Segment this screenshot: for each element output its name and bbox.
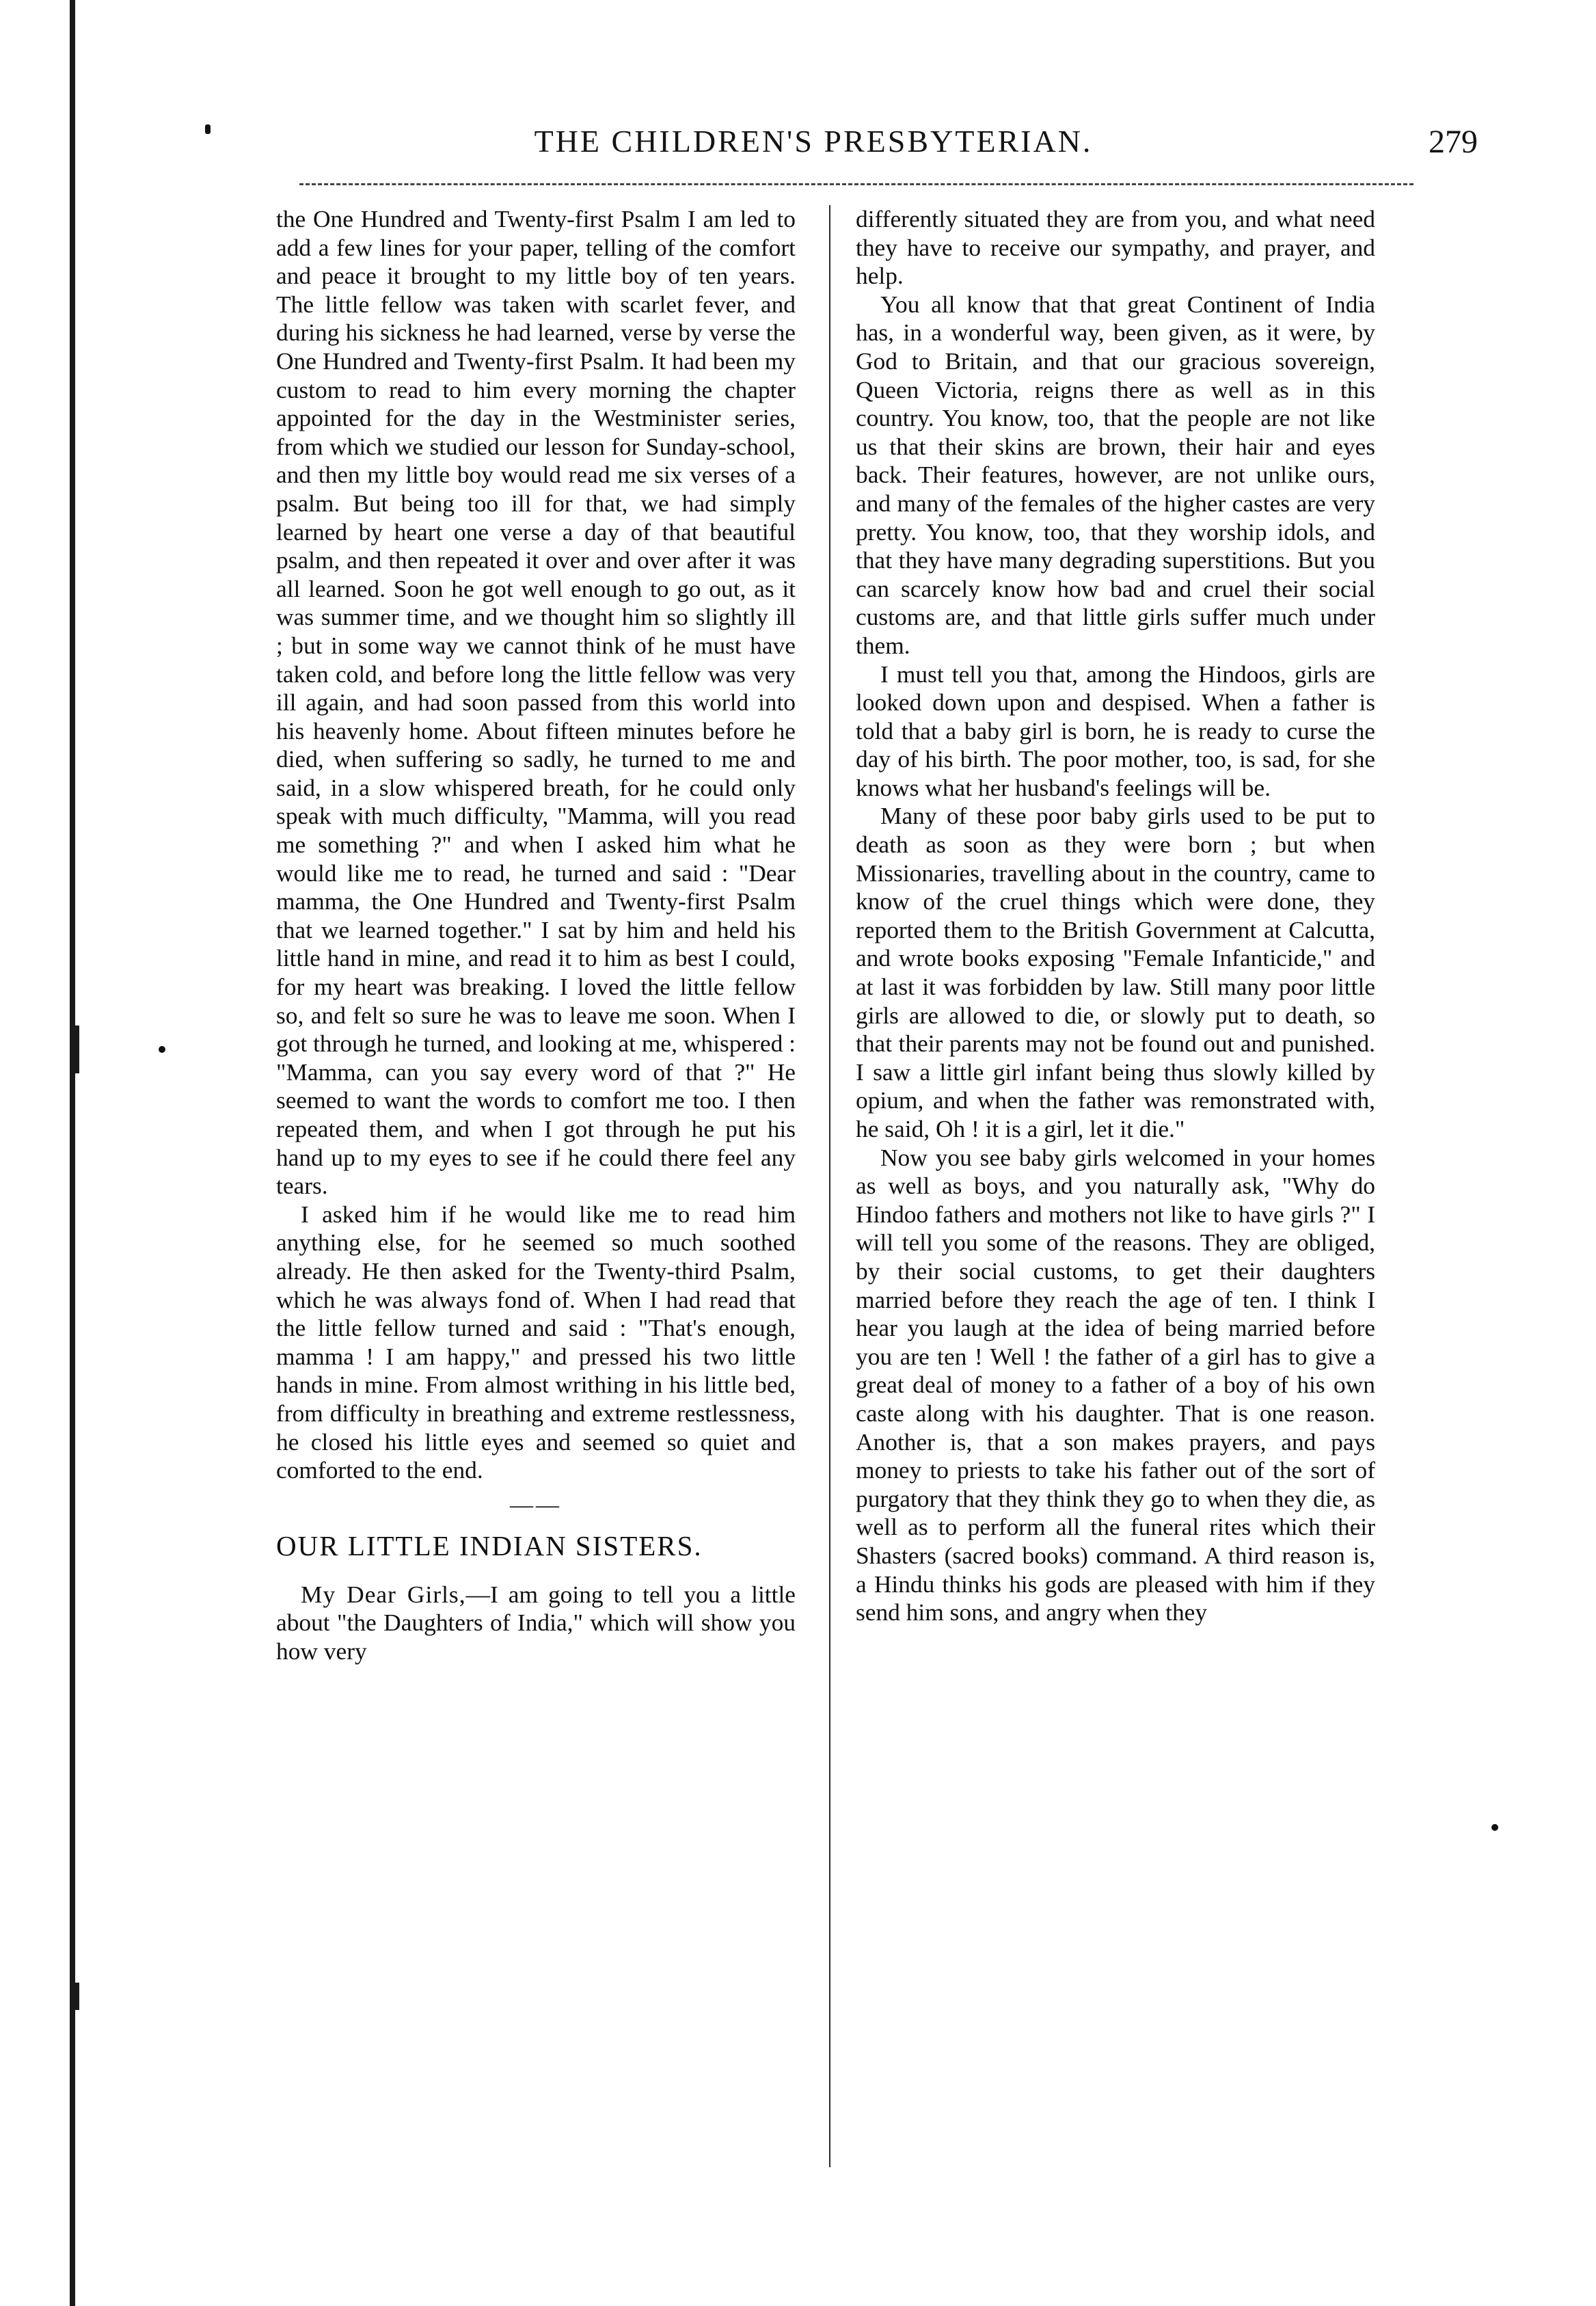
binding-edge <box>70 0 75 2306</box>
letter-opening <box>276 1581 796 1666</box>
section-heading: OUR LITTLE INDIAN SISTERS. <box>276 1529 703 1561</box>
salutation: My Dear Girls, <box>301 1580 466 1608</box>
binding-edge-mark <box>75 1983 79 2010</box>
margin-speck <box>159 1046 165 1053</box>
right-column <box>856 205 1375 2229</box>
binding-edge-mark <box>75 1025 79 1073</box>
letter-intro-text: —I am going to tell you a little about "the Daughters of India," which will show you how very <box>276 1580 796 1665</box>
header-rule <box>299 183 1414 185</box>
margin-speck <box>205 124 211 134</box>
running-head-title: THE CHILDREN'S PRESBYTERIAN. <box>534 124 1093 159</box>
section-separator: —— <box>510 1492 562 1518</box>
margin-speck <box>1491 1824 1498 1831</box>
left-column <box>276 205 796 2229</box>
left-paragraph: I asked him if he would like me to read him anything else, for he seemed so much soothed already. He then asked for the Twenty-third Psalm, which he was always fond of. When I had read that the little fellow turned and said : "That's enough, mamma ! I am happy," and pressed his two little hands in mine. From almost writhing in his little bed, from difficulty in breathing and extreme restlessness, he closed his little eyes and seemed so quiet and comforted to the end. <box>276 1200 796 1484</box>
right-paragraph: Many of these poor baby girls used to be put to death as soon as they were born ; but when Missionaries, travelling about in the country, came to know of the cruel things which were done, they reported them to the British Government at Calcutta, and wrote books exposing "Female Infanticide," and at last it was forbidden by law. Still many poor little girls are allowed to die, or slowly put to death, so that their parents may not be found out and punished. I saw a little girl infant being thus slowly killed by opium, and when the father was remonstrated with, he said, Oh ! it is a girl, let it die." <box>856 802 1375 1142</box>
left-paragraph: the One Hundred and Twenty-first Psalm I am led to add a few lines for your paper, telling of the comfort and peace it brought to my little boy of ten years. The little fellow was taken with scarlet fever, and during his sickness he had learned, verse by verse the One Hundred and Twenty-first Psalm. It had been my custom to read to him every morning the chapter appointed for the day in the Westminister series, from which we studied our lesson for Sunday-school, and then my little boy would read me six verses of a psalm. But being too ill for that, we had simply learned by heart one verse a day of that beautiful psalm, and then repeated it over and over after it was all learned. Soon he got well enough to go out, as it was summer time, and we thought him so slightly ill ; but in some way we cannot think of he must have taken cold, and before long the little fellow was very ill again, and had soon passed from this world into his heavenly home. About fifteen minutes before he died, when suffering so sadly, he turned to me and said, in a slow whispered breath, for he could only speak with much difficulty, "Mamma, will you read me something ?" and when I asked him what he would like me to read, he turned and said : "Dear mamma, the One Hundred and Twenty-first Psalm that we learned together." I sat by him and held his little hand in mine, and read it to him as best I could, for my heart was breaking. I loved the little fellow so, and felt so sure he was to leave me soon. When I got through he turned, and looking at me, whispered : "Mamma, can you say every word of that ?" He seemed to want the words to comfort me too. I then repeated them, and when I got through he put his hand up to my eyes to see if he could there feel any tears. <box>276 205 796 1200</box>
page-number: 279 <box>1429 124 1478 160</box>
right-paragraph: differently situated they are from you, and what need they have to receive our sympathy, and prayer, and help. <box>856 205 1375 290</box>
column-divider <box>829 205 830 2167</box>
right-paragraph: You all know that that great Continent of India has, in a wonderful way, been given, as it were, by God to Britain, and that our gracious sovereign, Queen Victoria, reigns there as well as in this country. You know, too, that the people are not like us that their skins are brown, their hair and eyes back. Their features, however, are not unlike ours, and many of the females of the higher castes are very pretty. You know, too, that they worship idols, and that they have many degrading superstitions. But you can scarcely know how bad and cruel their social customs are, and that little girls suffer much under them. <box>856 290 1375 659</box>
right-paragraph: I must tell you that, among the Hindoos, girls are looked down upon and despised. When a father is told that a baby girl is born, he is ready to curse the day of his birth. The poor mother, too, is sad, for she knows what her husband's feelings will be. <box>856 660 1375 801</box>
right-paragraph: Now you see baby girls welcomed in your homes as well as boys, and you naturally ask, "Why do Hindoo fathers and mothers not like to have girls ?" I will tell you some of the reasons. They are obliged, by their social customs, to get their daughters married before they reach the age of ten. I think I hear you laugh at the idea of being married before you are ten ! Well ! the father of a girl has to give a great deal of money to a father of a boy of his own caste along with his daughter. That is one reason. Another is, that a son makes prayers, and pays money to priests to take his father out of the sort of purgatory that they think they go to when they die, as well as to perform all the funeral rites which their Shasters (sacred books) command. A third reason is, a Hindu thinks his gods are pleased with him if they send him sons, and angry when they <box>856 1143 1375 1626</box>
